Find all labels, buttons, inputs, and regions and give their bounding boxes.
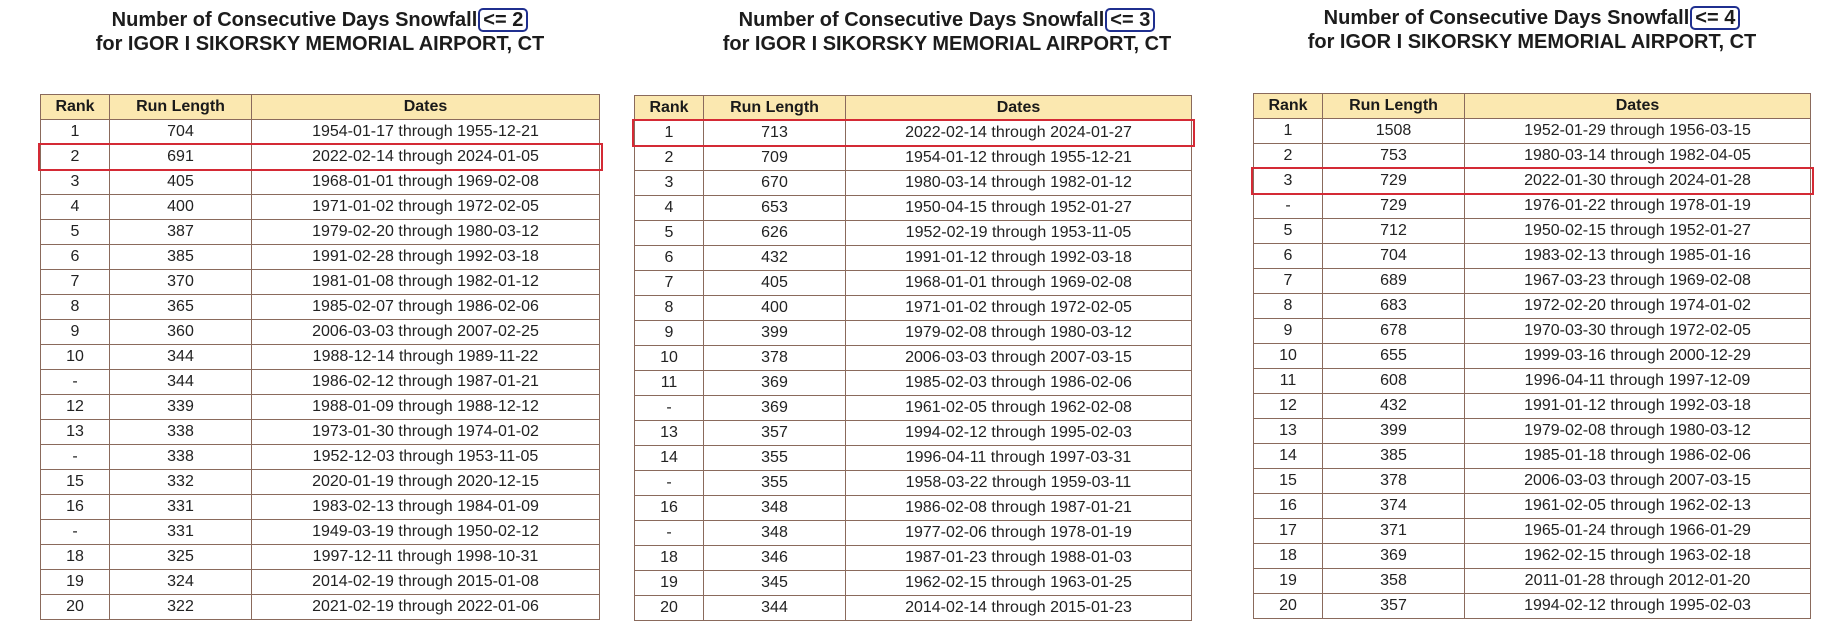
dates-cell: 1991-02-28 through 1992-03-18	[252, 245, 600, 270]
run-length-cell: 683	[1323, 294, 1465, 319]
rank-cell: -	[41, 445, 110, 470]
dates-cell: 1996-04-11 through 1997-03-31	[846, 446, 1192, 471]
table-row	[635, 496, 1192, 521]
table-row	[635, 421, 1192, 446]
table-row	[1254, 294, 1811, 319]
rank-cell: 20	[1254, 594, 1323, 619]
rank-cell: 16	[41, 495, 110, 520]
rank-cell: 15	[1254, 469, 1323, 494]
dates-cell: 2011-01-28 through 2012-01-20	[1465, 569, 1811, 594]
table-row	[635, 221, 1192, 246]
table-snowfall-le-4	[1253, 93, 1811, 619]
table-row	[1254, 569, 1811, 594]
col-header-run-length: Run Length	[1323, 94, 1465, 119]
rank-cell: -	[635, 471, 704, 496]
run-length-cell: 357	[704, 421, 846, 446]
dates-cell: 1971-01-02 through 1972-02-05	[846, 296, 1192, 321]
run-length-cell: 399	[1323, 419, 1465, 444]
rank-cell: -	[1254, 194, 1323, 219]
rank-cell: 5	[635, 221, 704, 246]
title-main: Number of Consecutive Days Snowfall	[111, 9, 478, 31]
dates-cell: 2022-01-30 through 2024-01-28	[1465, 169, 1811, 194]
table-row	[635, 396, 1192, 421]
table-row	[1254, 494, 1811, 519]
table-title	[1262, 6, 1802, 54]
run-length-cell: 400	[704, 296, 846, 321]
run-length-cell: 378	[1323, 469, 1465, 494]
dates-cell: 1962-02-15 through 1963-01-25	[846, 571, 1192, 596]
dates-cell: 1954-01-12 through 1955-12-21	[846, 146, 1192, 171]
table-title	[627, 8, 1267, 56]
run-length-cell: 325	[110, 545, 252, 570]
col-header-dates: Dates	[846, 96, 1192, 121]
rank-cell: 13	[41, 420, 110, 445]
table-row	[635, 521, 1192, 546]
table-row	[635, 346, 1192, 371]
dates-cell: 1958-03-22 through 1959-03-11	[846, 471, 1192, 496]
run-length-cell: 378	[704, 346, 846, 371]
table-row	[1254, 244, 1811, 269]
dates-cell: 1970-03-30 through 1972-02-05	[1465, 319, 1811, 344]
dates-cell: 1988-01-09 through 1988-12-12	[252, 395, 600, 420]
rank-cell: 9	[1254, 319, 1323, 344]
dates-cell: 1987-01-23 through 1988-01-03	[846, 546, 1192, 571]
table-row	[41, 495, 600, 520]
rank-cell: 1	[1254, 119, 1323, 144]
table-row	[41, 345, 600, 370]
table-snowfall-le-3	[634, 95, 1192, 621]
table-row	[41, 545, 600, 570]
table-row	[1254, 419, 1811, 444]
run-length-cell: 360	[110, 320, 252, 345]
rank-cell: 3	[635, 171, 704, 196]
run-length-cell: 713	[704, 121, 846, 146]
table-title	[0, 8, 640, 56]
rank-cell: 1	[41, 120, 110, 145]
table-row	[1254, 519, 1811, 544]
table-row	[1254, 544, 1811, 569]
rank-cell: 6	[41, 245, 110, 270]
run-length-cell: 729	[1323, 194, 1465, 219]
run-length-cell: 370	[110, 270, 252, 295]
run-length-cell: 338	[110, 420, 252, 445]
table-row	[41, 170, 600, 195]
table-row	[41, 270, 600, 295]
run-length-cell: 369	[704, 371, 846, 396]
table-row	[41, 320, 600, 345]
rank-cell: 19	[635, 571, 704, 596]
rank-cell: 15	[41, 470, 110, 495]
rank-cell: 9	[41, 320, 110, 345]
dates-cell: 2006-03-03 through 2007-03-15	[846, 346, 1192, 371]
dates-cell: 1971-01-02 through 1972-02-05	[252, 195, 600, 220]
rank-cell: 7	[1254, 269, 1323, 294]
dates-cell: 1991-01-12 through 1992-03-18	[846, 246, 1192, 271]
run-length-cell: 387	[110, 220, 252, 245]
dates-cell: 2006-03-03 through 2007-02-25	[252, 320, 600, 345]
dates-cell: 2014-02-19 through 2015-01-08	[252, 570, 600, 595]
rank-cell: -	[41, 370, 110, 395]
run-length-cell: 346	[704, 546, 846, 571]
rank-cell: 11	[635, 371, 704, 396]
dates-cell: 1968-01-01 through 1969-02-08	[252, 170, 600, 195]
table-row	[41, 570, 600, 595]
run-length-cell: 338	[110, 445, 252, 470]
dates-cell: 1972-02-20 through 1974-01-02	[1465, 294, 1811, 319]
run-length-cell: 753	[1323, 144, 1465, 169]
rank-cell: 3	[41, 170, 110, 195]
rank-cell: 7	[635, 271, 704, 296]
run-length-cell: 385	[110, 245, 252, 270]
rank-cell: 5	[41, 220, 110, 245]
dates-cell: 1977-02-06 through 1978-01-19	[846, 521, 1192, 546]
run-length-cell: 1508	[1323, 119, 1465, 144]
table-row	[41, 520, 600, 545]
threshold-highlight: <= 4	[1690, 6, 1740, 30]
table-row	[635, 571, 1192, 596]
rank-cell: 11	[1254, 369, 1323, 394]
run-length-cell: 729	[1323, 169, 1465, 194]
dates-cell: 1981-01-08 through 1982-01-12	[252, 270, 600, 295]
table-row	[635, 321, 1192, 346]
run-length-cell: 355	[704, 471, 846, 496]
dates-cell: 1988-12-14 through 1989-11-22	[252, 345, 600, 370]
dates-cell: 1961-02-05 through 1962-02-13	[1465, 494, 1811, 519]
table-row	[41, 370, 600, 395]
dates-cell: 1983-02-13 through 1985-01-16	[1465, 244, 1811, 269]
dates-cell: 1979-02-08 through 1980-03-12	[846, 321, 1192, 346]
run-length-cell: 432	[1323, 394, 1465, 419]
rank-cell: 16	[1254, 494, 1323, 519]
rank-cell: 2	[1254, 144, 1323, 169]
run-length-cell: 704	[110, 120, 252, 145]
table-row	[635, 596, 1192, 621]
rank-cell: 18	[41, 545, 110, 570]
table-row	[635, 296, 1192, 321]
rank-cell: 3	[1254, 169, 1323, 194]
run-length-cell: 655	[1323, 344, 1465, 369]
rank-cell: 20	[41, 595, 110, 620]
run-length-cell: 432	[704, 246, 846, 271]
rank-cell: 8	[41, 295, 110, 320]
rank-cell: 20	[635, 596, 704, 621]
run-length-cell: 689	[1323, 269, 1465, 294]
rank-cell: 19	[41, 570, 110, 595]
title-line-1	[627, 8, 1267, 32]
rank-cell: 10	[635, 346, 704, 371]
dates-cell: 1949-03-19 through 1950-02-12	[252, 520, 600, 545]
table-row	[1254, 444, 1811, 469]
dates-cell: 1961-02-05 through 1962-02-08	[846, 396, 1192, 421]
dates-cell: 1980-03-14 through 1982-04-05	[1465, 144, 1811, 169]
run-length-cell: 331	[110, 520, 252, 545]
table-row	[635, 371, 1192, 396]
run-length-cell: 344	[704, 596, 846, 621]
rank-cell: -	[41, 520, 110, 545]
rank-cell: 6	[1254, 244, 1323, 269]
run-length-cell: 704	[1323, 244, 1465, 269]
col-header-dates: Dates	[252, 95, 600, 120]
dates-cell: 1985-01-18 through 1986-02-06	[1465, 444, 1811, 469]
table-row	[41, 295, 600, 320]
table-row	[1254, 219, 1811, 244]
run-length-cell: 357	[1323, 594, 1465, 619]
table-row	[635, 196, 1192, 221]
table-row	[1254, 469, 1811, 494]
run-length-cell: 348	[704, 521, 846, 546]
threshold-highlight: <= 2	[478, 8, 528, 32]
run-length-cell: 331	[110, 495, 252, 520]
table-row	[41, 395, 600, 420]
dates-cell: 1999-03-16 through 2000-12-29	[1465, 344, 1811, 369]
table-row	[1254, 319, 1811, 344]
title-line-2: for IGOR I SIKORSKY MEMORIAL AIRPORT, CT	[722, 33, 1172, 55]
dates-cell: 1965-01-24 through 1966-01-29	[1465, 519, 1811, 544]
dates-cell: 1985-02-03 through 1986-02-06	[846, 371, 1192, 396]
dates-cell: 1973-01-30 through 1974-01-02	[252, 420, 600, 445]
header-row	[41, 95, 600, 120]
table-row	[41, 195, 600, 220]
run-length-cell: 399	[704, 321, 846, 346]
table-row	[41, 220, 600, 245]
run-length-cell: 653	[704, 196, 846, 221]
dates-cell: 1968-01-01 through 1969-02-08	[846, 271, 1192, 296]
dates-cell: 1983-02-13 through 1984-01-09	[252, 495, 600, 520]
rank-cell: 9	[635, 321, 704, 346]
table-row	[1254, 594, 1811, 619]
col-header-rank: Rank	[635, 96, 704, 121]
dates-cell: 1952-12-03 through 1953-11-05	[252, 445, 600, 470]
table-snowfall-le-2	[40, 94, 600, 620]
run-length-cell: 691	[110, 145, 252, 170]
rank-cell: 4	[41, 195, 110, 220]
run-length-cell: 355	[704, 446, 846, 471]
dates-cell: 2020-01-19 through 2020-12-15	[252, 470, 600, 495]
rank-cell: 6	[635, 246, 704, 271]
run-length-cell: 678	[1323, 319, 1465, 344]
rank-cell: 19	[1254, 569, 1323, 594]
dates-cell: 1985-02-07 through 1986-02-06	[252, 295, 600, 320]
table-row	[41, 470, 600, 495]
run-length-cell: 405	[704, 271, 846, 296]
rank-cell: 12	[41, 395, 110, 420]
run-length-cell: 369	[704, 396, 846, 421]
dates-cell: 1950-02-15 through 1952-01-27	[1465, 219, 1811, 244]
table-row	[635, 271, 1192, 296]
table-row	[41, 120, 600, 145]
dates-cell: 1979-02-20 through 1980-03-12	[252, 220, 600, 245]
run-length-cell: 374	[1323, 494, 1465, 519]
rank-cell: 18	[635, 546, 704, 571]
table-row	[1254, 394, 1811, 419]
dates-cell: 1986-02-12 through 1987-01-21	[252, 370, 600, 395]
rank-cell: 16	[635, 496, 704, 521]
table-row	[1254, 369, 1811, 394]
rank-cell: 18	[1254, 544, 1323, 569]
table-row	[635, 446, 1192, 471]
rank-cell: 8	[635, 296, 704, 321]
run-length-cell: 369	[1323, 544, 1465, 569]
table-row	[635, 171, 1192, 196]
run-length-cell: 371	[1323, 519, 1465, 544]
dates-cell: 1994-02-12 through 1995-02-03	[846, 421, 1192, 446]
run-length-cell: 709	[704, 146, 846, 171]
rank-cell: 2	[41, 145, 110, 170]
col-header-run-length: Run Length	[704, 96, 846, 121]
run-length-cell: 405	[110, 170, 252, 195]
dates-cell: 2014-02-14 through 2015-01-23	[846, 596, 1192, 621]
run-length-cell: 365	[110, 295, 252, 320]
table-row	[41, 595, 600, 620]
dates-cell: 1986-02-08 through 1987-01-21	[846, 496, 1192, 521]
title-main: Number of Consecutive Days Snowfall	[1323, 7, 1690, 29]
table-row	[635, 471, 1192, 496]
title-line-1	[0, 8, 640, 32]
run-length-cell: 345	[704, 571, 846, 596]
threshold-highlight: <= 3	[1105, 8, 1155, 32]
table-row	[1254, 144, 1811, 169]
table-row	[1254, 169, 1811, 194]
dates-cell: 1967-03-23 through 1969-02-08	[1465, 269, 1811, 294]
table-row	[41, 245, 600, 270]
dates-cell: 1994-02-12 through 1995-02-03	[1465, 594, 1811, 619]
title-line-2: for IGOR I SIKORSKY MEMORIAL AIRPORT, CT	[1307, 31, 1757, 53]
header-row	[635, 96, 1192, 121]
run-length-cell: 608	[1323, 369, 1465, 394]
run-length-cell: 332	[110, 470, 252, 495]
dates-cell: 2021-02-19 through 2022-01-06	[252, 595, 600, 620]
rank-cell: 13	[1254, 419, 1323, 444]
table-row	[1254, 344, 1811, 369]
dates-cell: 1979-02-08 through 1980-03-12	[1465, 419, 1811, 444]
dates-cell: 2006-03-03 through 2007-03-15	[1465, 469, 1811, 494]
dates-cell: 1952-01-29 through 1956-03-15	[1465, 119, 1811, 144]
run-length-cell: 385	[1323, 444, 1465, 469]
dates-cell: 1952-02-19 through 1953-11-05	[846, 221, 1192, 246]
rank-cell: 12	[1254, 394, 1323, 419]
rank-cell: 14	[635, 446, 704, 471]
rank-cell: 8	[1254, 294, 1323, 319]
dates-cell: 2022-02-14 through 2024-01-05	[252, 145, 600, 170]
run-length-cell: 344	[110, 370, 252, 395]
dates-cell: 1954-01-17 through 1955-12-21	[252, 120, 600, 145]
dates-cell: 1976-01-22 through 1978-01-19	[1465, 194, 1811, 219]
dates-cell: 1997-12-11 through 1998-10-31	[252, 545, 600, 570]
run-length-cell: 348	[704, 496, 846, 521]
table-row	[635, 546, 1192, 571]
dates-cell: 1980-03-14 through 1982-01-12	[846, 171, 1192, 196]
col-header-dates: Dates	[1465, 94, 1811, 119]
rank-cell: 10	[1254, 344, 1323, 369]
col-header-rank: Rank	[41, 95, 110, 120]
dates-cell: 1991-01-12 through 1992-03-18	[1465, 394, 1811, 419]
title-line-2: for IGOR I SIKORSKY MEMORIAL AIRPORT, CT	[95, 33, 545, 55]
run-length-cell: 712	[1323, 219, 1465, 244]
run-length-cell: 358	[1323, 569, 1465, 594]
rank-cell: 17	[1254, 519, 1323, 544]
rank-cell: 13	[635, 421, 704, 446]
rank-cell: 7	[41, 270, 110, 295]
rank-cell: 2	[635, 146, 704, 171]
title-line-1	[1262, 6, 1802, 30]
run-length-cell: 324	[110, 570, 252, 595]
header-row	[1254, 94, 1811, 119]
run-length-cell: 344	[110, 345, 252, 370]
table-row	[41, 445, 600, 470]
rank-cell: 10	[41, 345, 110, 370]
run-length-cell: 626	[704, 221, 846, 246]
dates-cell: 1950-04-15 through 1952-01-27	[846, 196, 1192, 221]
table-row	[1254, 194, 1811, 219]
rank-cell: 1	[635, 121, 704, 146]
run-length-cell: 339	[110, 395, 252, 420]
rank-cell: -	[635, 396, 704, 421]
table-row	[41, 420, 600, 445]
rank-cell: 14	[1254, 444, 1323, 469]
col-header-run-length: Run Length	[110, 95, 252, 120]
rank-cell: 4	[635, 196, 704, 221]
dates-cell: 2022-02-14 through 2024-01-27	[846, 121, 1192, 146]
table-row	[635, 121, 1192, 146]
rank-cell: 5	[1254, 219, 1323, 244]
rank-cell: -	[635, 521, 704, 546]
table-row	[1254, 119, 1811, 144]
dates-cell: 1996-04-11 through 1997-12-09	[1465, 369, 1811, 394]
table-row	[41, 145, 600, 170]
table-row	[635, 246, 1192, 271]
run-length-cell: 670	[704, 171, 846, 196]
title-main: Number of Consecutive Days Snowfall	[738, 9, 1105, 31]
run-length-cell: 400	[110, 195, 252, 220]
dates-cell: 1962-02-15 through 1963-02-18	[1465, 544, 1811, 569]
col-header-rank: Rank	[1254, 94, 1323, 119]
table-row	[1254, 269, 1811, 294]
table-row	[635, 146, 1192, 171]
run-length-cell: 322	[110, 595, 252, 620]
